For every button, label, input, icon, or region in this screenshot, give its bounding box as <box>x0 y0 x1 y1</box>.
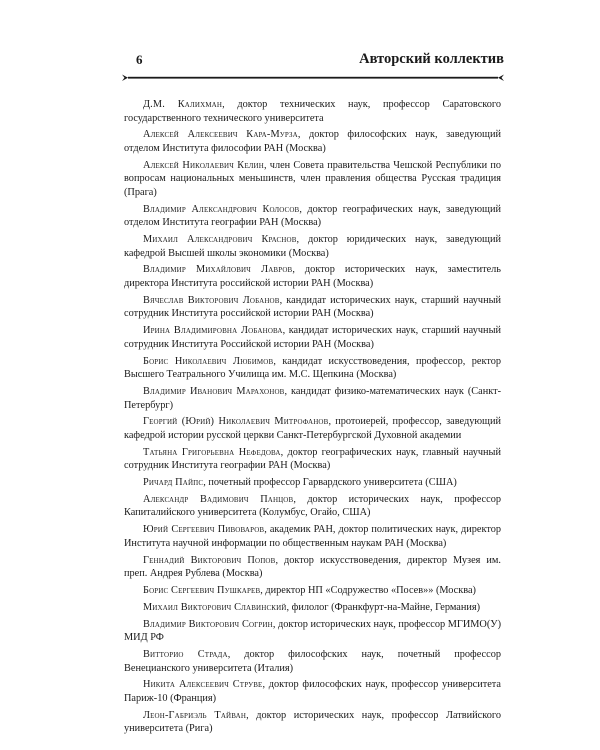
contributor-description: , доктор географических наук, главный научный сотрудник Института географии РАН (Москва) <box>124 446 501 472</box>
contributor-description: , кандидат исторических наук, старший научный сотрудник Института Российской истории РАН (Москва) <box>124 325 501 350</box>
contributor-description: , доктор исторических наук, заместитель директора Института российской истории РАН (Москва) <box>124 264 501 290</box>
contributor-description: , член Совета правительства Чешской Республики по вопросам национальных меньшинств, член правления общества Русская традиция (Прага) <box>124 159 501 198</box>
contributor-entry <box>124 648 501 675</box>
header-ornamental-rule <box>122 74 504 82</box>
page-number: 6 <box>136 52 143 67</box>
contributor-name: Вячеслав Викторович Лобанов <box>143 294 280 306</box>
contributor-description: , почетный профессор Гарвардского университета (США) <box>203 477 457 489</box>
contributor-entry <box>124 128 501 155</box>
contributor-name: Юрий Сергеевич Пивоваров <box>143 524 265 536</box>
contributor-description: , доктор исторических наук, профессор Латвийского университета (Рига) <box>124 709 501 735</box>
contributor-entry <box>124 476 501 490</box>
contributor-entry <box>124 446 501 473</box>
contributor-description: , доктор географических наук, заведующий отделом Института географии РАН (Москва) <box>124 203 501 229</box>
contributor-description: , доктор философских наук, профессор университета Париж-10 (Франция) <box>124 679 501 704</box>
contributor-entry <box>124 554 501 581</box>
contributor-entry <box>124 601 501 615</box>
contributor-name: Борис Сергеевич Пушкарев <box>143 585 261 596</box>
contributor-entry <box>124 493 501 520</box>
contributor-entry <box>124 385 501 412</box>
contributor-name: Александр Вадимович Панцов <box>143 493 294 505</box>
contributor-description: , доктор исторических наук, профессор МГИМО(У) МИД РФ <box>124 618 502 644</box>
contributor-entry <box>124 415 501 442</box>
contributor-entry <box>124 159 501 200</box>
contributor-name: Владимир Викторович Согрин <box>143 618 273 630</box>
contributor-entry <box>124 355 501 382</box>
contributor-description: , кандидат исторических наук, старший научный сотрудник Института российской истории РАН (Москва) <box>124 294 502 320</box>
contributor-entry <box>124 709 501 736</box>
contributor-name: Алексей Алексеевич Кара-Мурза <box>143 129 298 141</box>
contributor-name: Витторио Страда <box>143 648 228 660</box>
contributor-description: , директор НП «Содружество «Посев»» (Москва) <box>260 585 476 596</box>
contributor-name: Леон-Габриэль Тайван <box>143 709 247 721</box>
contributor-name: Ричард Пайпс <box>143 477 204 489</box>
contributor-name: Владимир Александрович Колосов <box>143 203 300 215</box>
contributor-entry <box>124 584 501 598</box>
contributor-name: Алексей Николаевич Келин <box>143 159 264 171</box>
contributor-description: , кандидат искусствоведения, профессор, ректор Высшего Театрального Училища им. М.С. Щепкина (Москва) <box>124 355 501 381</box>
running-title: Авторский коллектив <box>359 51 504 67</box>
contributor-name: Владимир Иванович Марахонов <box>143 385 285 397</box>
contributor-description: , доктор философских наук, почетный профессор Венецианского университета (Италия) <box>124 648 501 674</box>
contributor-name: Татьяна Григорьевна Нефедова <box>143 446 281 458</box>
contributor-entry <box>124 98 501 125</box>
contributor-description: , доктор искусствоведения, директор Музея им. преп. Андрея Рублева (Москва) <box>124 554 502 580</box>
contributor-description: , доктор юридических наук, заведующий кафедрой Высшей школы экономики (Москва) <box>124 234 502 259</box>
contributor-description: , протоиерей, профессор, заведующий кафедрой истории русской церкви Санкт-Петербургской Духовной академии <box>124 416 501 441</box>
contributor-description: , доктор технических наук, профессор Саратовского государственного технического университета <box>124 99 502 124</box>
contributor-name: Михаил Викторович Славинский <box>143 601 287 613</box>
contributor-name: Ирина Владимировна Лобанова <box>143 325 283 337</box>
contributor-entry <box>124 324 501 351</box>
contributor-name: Никита Алексеевич Струве <box>143 679 263 691</box>
contributor-description: , кандидат физико-математических наук (Санкт-Петербург) <box>124 385 501 411</box>
contributor-description: , филолог (Франкфурт-на-Майне, Германия) <box>286 601 481 613</box>
contributor-name: Борис Николаевич Любимов <box>143 355 274 367</box>
contributor-entry <box>124 263 501 290</box>
contributors-list <box>124 98 501 739</box>
contributor-entry <box>124 618 501 645</box>
contributor-name: Д.М. Калихман <box>143 99 223 110</box>
contributor-entry <box>124 233 501 260</box>
contributor-description: , доктор философских наук, заведующий отделом Института философии РАН (Москва) <box>124 129 501 154</box>
page-header <box>122 50 504 74</box>
contributor-entry <box>124 678 501 705</box>
contributor-name: Георгий (Юрий) Николаевич Митрофанов <box>143 416 329 428</box>
contributor-description: , доктор исторических наук, профессор Капиталийского университета (Колумбус, Огайо, США) <box>124 493 501 519</box>
contributor-name: Владимир Михайлович Лавров <box>143 264 293 276</box>
contributor-name: Геннадий Викторович Попов <box>143 554 276 566</box>
contributor-description: , академик РАН, доктор политических наук, директор Института научной информации по общественным наукам РАН (Москва) <box>124 524 501 549</box>
contributor-entry <box>124 203 501 230</box>
contributor-name: Михаил Александрович Краснов <box>143 234 297 246</box>
contributor-entry <box>124 294 501 321</box>
contributor-entry <box>124 523 501 550</box>
